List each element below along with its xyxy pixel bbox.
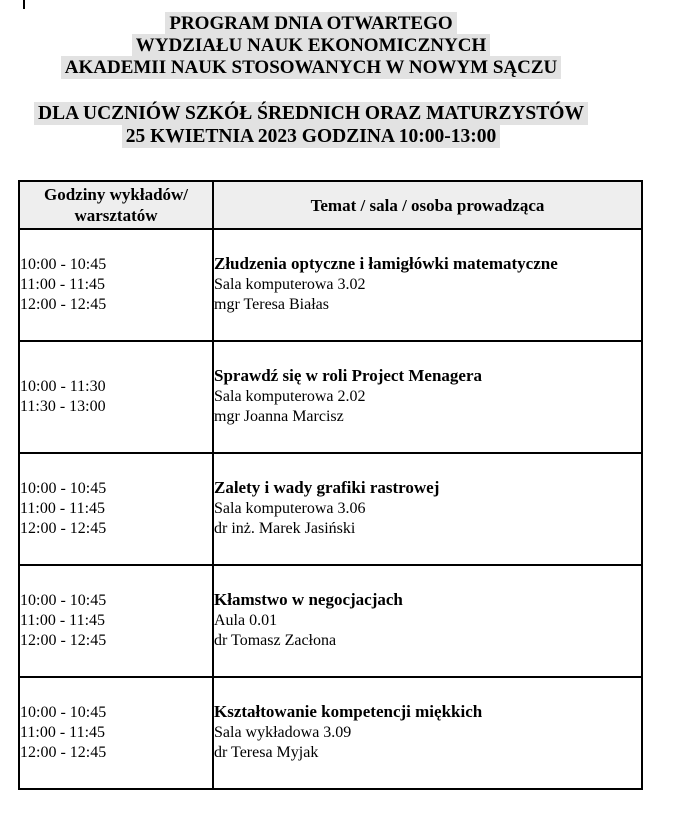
room: Sala wykładowa 3.09 <box>214 723 352 741</box>
heading-gap <box>0 79 622 102</box>
subtitle-line-2-text: 25 KWIETNIA 2023 GODZINA 10:00-13:00 <box>122 125 501 148</box>
time-slot: 12:00 - 12:45 <box>20 632 107 649</box>
lecturer: dr inż. Marek Jasiński <box>214 520 356 538</box>
time-slot: 12:00 - 12:45 <box>20 296 107 313</box>
times-cell <box>19 453 213 565</box>
table-row <box>19 677 642 789</box>
times-cell <box>19 677 213 789</box>
column-header-times-line2: warsztatów <box>74 206 158 225</box>
time-slot: 11:00 - 11:45 <box>20 276 106 293</box>
table-row <box>19 453 642 565</box>
times-cell <box>19 229 213 341</box>
column-header-topic-text: Temat / sala / osoba prowadząca <box>310 195 545 215</box>
table-header-row <box>19 181 642 229</box>
title-line-2 <box>0 35 622 57</box>
lecturer: mgr Joanna Marcisz <box>214 408 344 426</box>
title-line-2-text: WYDZIAŁU NAUK EKONOMICZNYCH <box>132 34 490 57</box>
topic-title: Sprawdź się w roli Project Menagera <box>214 366 482 386</box>
lecturer: mgr Teresa Białas <box>214 296 329 314</box>
table-row <box>19 229 642 341</box>
room: Aula 0.01 <box>214 611 278 629</box>
time-slot: 10:00 - 10:45 <box>20 480 107 497</box>
time-slot: 12:00 - 12:45 <box>20 520 107 537</box>
lecturer: dr Tomasz Zacłona <box>214 632 337 650</box>
title-line-3 <box>0 57 622 79</box>
time-slot: 11:00 - 11:45 <box>20 500 106 517</box>
lecturer: dr Teresa Myjak <box>214 744 319 762</box>
column-header-topic <box>213 181 642 229</box>
time-slot: 10:00 - 10:45 <box>20 256 107 273</box>
title-line-1-text: PROGRAM DNIA OTWARTEGO <box>165 12 456 35</box>
room: Sala komputerowa 3.06 <box>214 499 366 517</box>
details-cell <box>213 229 642 341</box>
time-slot: 10:00 - 10:45 <box>20 592 107 609</box>
room: Sala komputerowa 2.02 <box>214 387 366 405</box>
table-row <box>19 565 642 677</box>
times-cell <box>19 341 213 453</box>
room: Sala komputerowa 3.02 <box>214 275 366 293</box>
topic-title: Zalety i wady grafiki rastrowej <box>214 478 440 498</box>
details-cell <box>213 677 642 789</box>
time-slot: 10:00 - 10:45 <box>20 704 107 721</box>
table-row <box>19 341 642 453</box>
time-slot: 11:00 - 11:45 <box>20 724 106 741</box>
details-cell <box>213 341 642 453</box>
topic-title: Złudzenia optyczne i łamigłówki matematyczne <box>214 254 558 274</box>
topic-title: Kłamstwo w negocjacjach <box>214 590 403 610</box>
document-heading <box>0 13 622 148</box>
subtitle-line-1 <box>0 102 622 125</box>
subtitle-line-2 <box>0 125 622 148</box>
column-header-times <box>19 181 213 229</box>
column-header-times-line1: Godziny wykładów/ <box>43 185 189 204</box>
title-line-3-text: AKADEMII NAUK STOSOWANYCH W NOWYM SĄCZU <box>61 56 561 79</box>
title-line-1 <box>0 13 622 35</box>
time-slot: 11:30 - 13:00 <box>20 398 106 415</box>
schedule-table <box>18 180 643 790</box>
details-cell <box>213 565 642 677</box>
time-slot: 10:00 - 11:30 <box>20 378 106 395</box>
subtitle-line-1-text: DLA UCZNIÓW SZKÓŁ ŚREDNICH ORAZ MATURZYSTÓW <box>34 102 588 125</box>
times-cell <box>19 565 213 677</box>
details-cell <box>213 453 642 565</box>
topic-title: Kształtowanie kompetencji miękkich <box>214 702 483 722</box>
time-slot: 12:00 - 12:45 <box>20 744 107 761</box>
text-cursor-artifact <box>23 0 25 9</box>
time-slot: 11:00 - 11:45 <box>20 612 106 629</box>
